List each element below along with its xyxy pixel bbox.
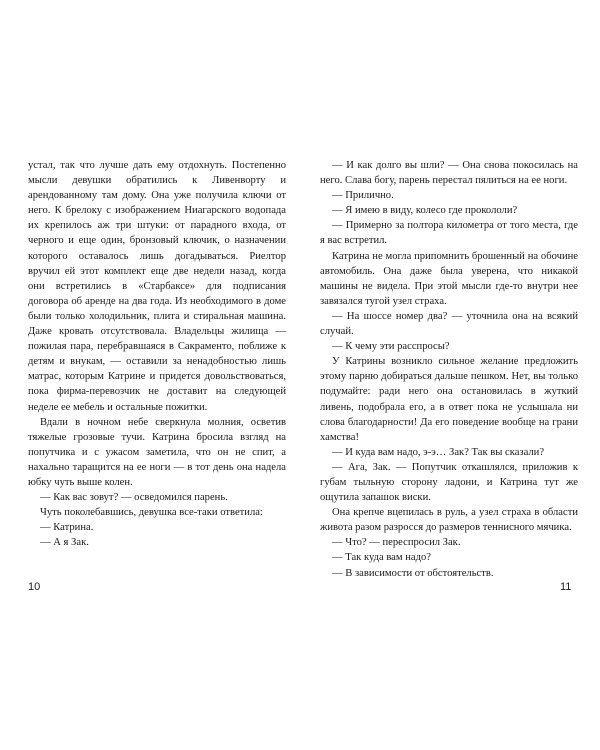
- page-number-left: 10: [28, 581, 41, 593]
- gutter: [299, 140, 300, 600]
- paragraph: — А я Зак.: [40, 537, 89, 549]
- paragraph: — В зависимости от обстоятельств.: [332, 567, 494, 579]
- right-page-text: [320, 158, 578, 581]
- paragraph: — Прилично.: [332, 190, 394, 202]
- paragraph: — И куда вам надо, э-э… Зак? Так вы сказали?: [332, 446, 545, 458]
- paragraph: — Так куда вам надо?: [332, 552, 431, 564]
- paragraph: — Ага, Зак. — Попутчик откашлялся, приложив к губам тыльную сторону ладони, и Катрина тут же ощутила запашок виски.: [320, 461, 578, 504]
- paragraph: — Катрина.: [40, 522, 94, 534]
- paragraph: Она крепче вцепилась в руль, а узел страха в области живота разом разросся до размеров теннисного мячика.: [320, 507, 578, 534]
- paragraph: — Что? — переспросил Зак.: [332, 537, 461, 549]
- paragraph: Вдали в ночном небе сверкнула молния, осветив тяжелые грозовые тучи. Катрина бросила взгляд на попутчика и с ужасом заметила, что он не спит, а нахально таращится на ее ноги — в тот день она надела юбку чуть выше колен.: [28, 416, 286, 488]
- paragraph: У Катрины возникло сильное желание предложить этому парню добираться дальше пешком. Нет, вы только подумайте: ради него она остановилась в жуткий ливень, подобрала его, а в ответ пока не услышала ни слова благодарности! Да его поведение вообще на грани хамства!: [320, 356, 578, 443]
- paragraph: — И как долго вы шли? — Она снова покосилась на него. Слава богу, парень перестал пялиться на ее ноги.: [320, 160, 578, 187]
- paragraph: — Как вас зовут? — осведомился парень.: [40, 492, 228, 504]
- paragraph: Чуть поколебавшись, девушка все-таки ответила:: [40, 507, 263, 519]
- paragraph: — Примерно за полтора километра от того места, где я вас встретил.: [320, 220, 578, 247]
- left-page-text: [28, 158, 286, 550]
- paragraph: Катрина не могла припомнить брошенный на обочине автомобиль. Она даже была уверена, что никакой машины не видела. При этой мысли где-то внутри нее завязался тугой узел страха.: [320, 250, 578, 307]
- paragraph: — Я имею в виду, колесо где прокололи?: [332, 205, 518, 217]
- paragraph: — К чему эти расспросы?: [332, 341, 450, 353]
- paragraph: устал, так что лучше дать ему отдохнуть. Постепенно мысли девушки обратились к Ливенворту и арендованному там дому. Она уже получила ключи от него. К брелоку с изображением Ниагарского водопада их крепилось аж три штуки: от парадного входа, от черного и еще один, бронзовый ключик, о назначении которого оставалось лишь догадываться. Риелтор вручил ей этот комплект еще две недели назад, когда они встретились в «Старбаксе» для подписания договора об аренде на два года. Из необходимого в доме были только холодильник, плита и стиральная машина. Даже кровать отсутствовала. Владельцы жилища — пожилая пара, перебравшаяся в Сакраменто, поближе к детям и внукам, — оставили за ненадобностью лишь матрас, которым Катрине и придется довольствоваться, пока фирма-перевозчик не доставит на следующей неделе ее мебель и остальные пожитки.: [28, 160, 286, 413]
- page-number-right: 11: [560, 581, 572, 593]
- paragraph: — На шоссе номер два? — уточнила она на всякий случай.: [320, 310, 578, 338]
